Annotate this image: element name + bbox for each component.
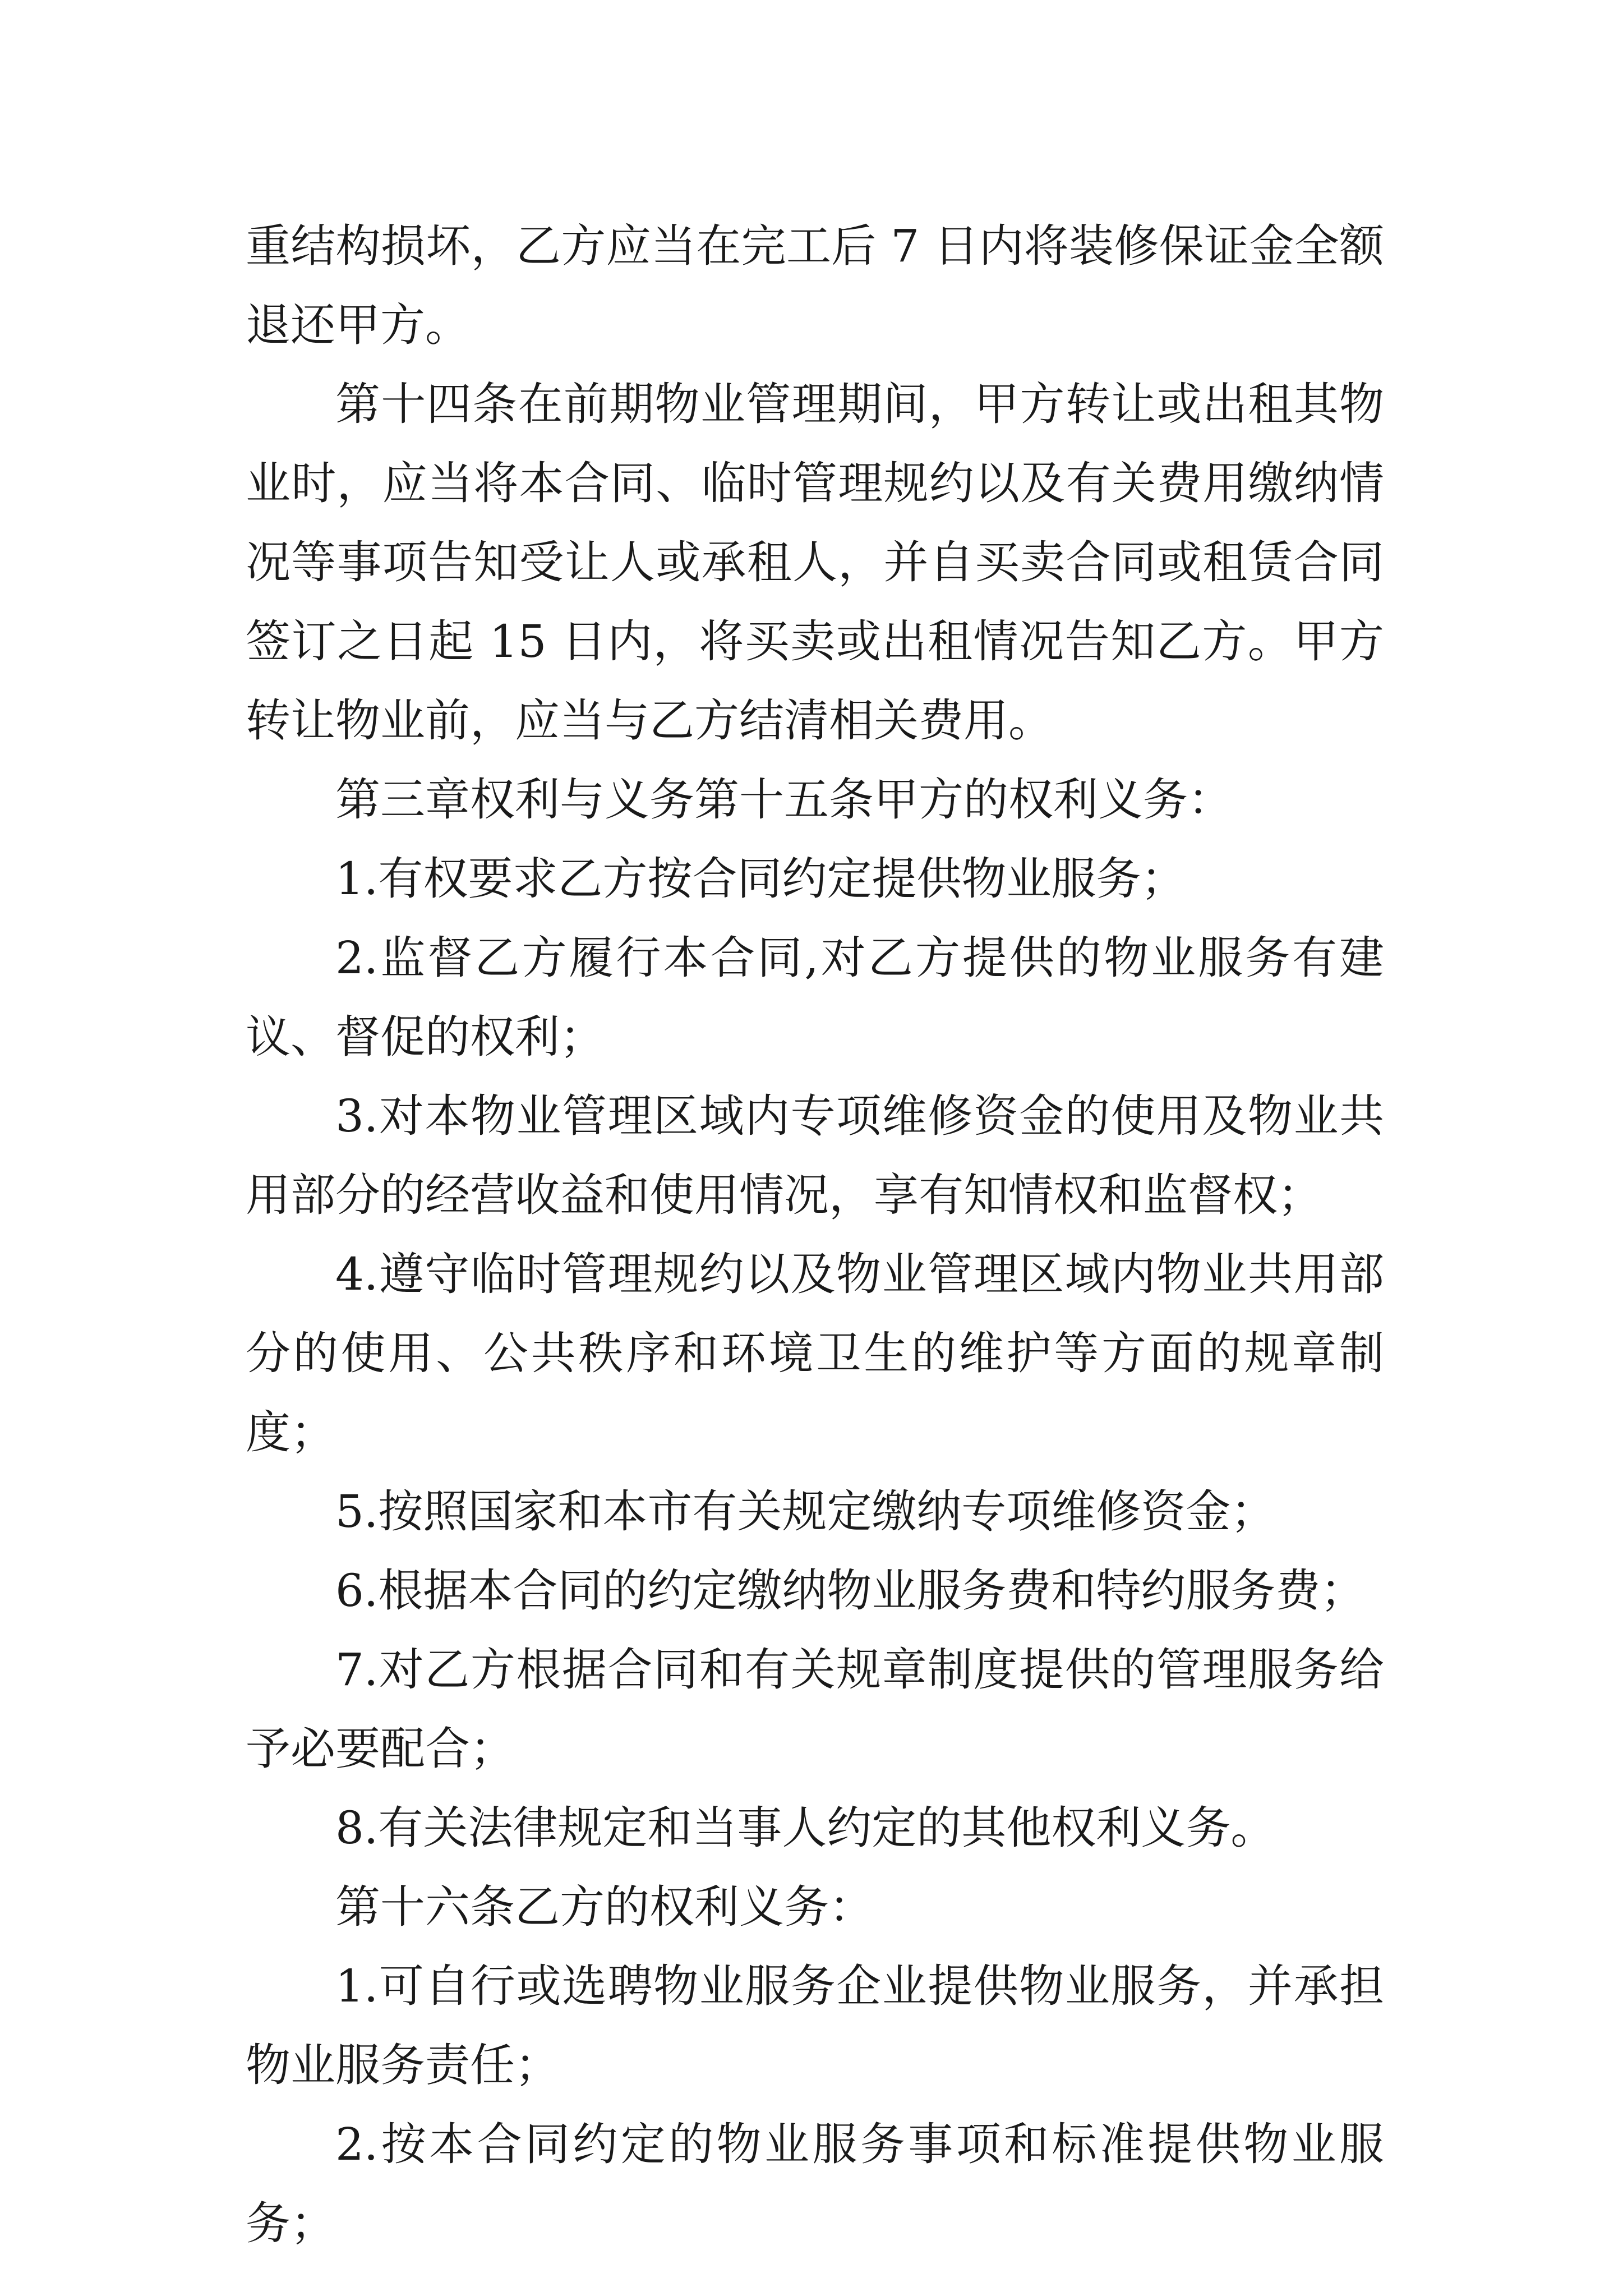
list-item-party-a-1: 1.有权要求乙方按合同约定提供物业服务； bbox=[335, 853, 1186, 905]
paragraph-continuation: 重结构损坏，乙方应当在完工后 7 日内将装修保证金全额退还甲方。 bbox=[246, 220, 1384, 351]
paragraph-article-16: 第十六条乙方的权利义务： bbox=[335, 1881, 874, 1933]
list-item-party-b-2: 2.按本合同约定的物业服务事项和标准提供物业服务； bbox=[246, 2118, 1384, 2249]
list-item-party-a-2: 2.监督乙方履行本合同,对乙方提供的物业服务有建议、督促的权利； bbox=[246, 932, 1384, 1063]
list-item-party-a-3: 3.对本物业管理区域内专项维修资金的使用及物业共用部分的经营收益和使用情况，享有知情权和监督权； bbox=[246, 1090, 1384, 1221]
list-item-party-b-1: 1.可自行或选聘物业服务企业提供物业服务，并承担物业服务责任； bbox=[246, 1960, 1384, 2091]
paragraph-chapter-3-article-15: 第三章权利与义务第十五条甲方的权利义务： bbox=[335, 774, 1233, 826]
list-item-party-a-6: 6.根据本合同的约定缴纳物业服务费和特约服务费； bbox=[335, 1565, 1366, 1617]
list-item-party-a-5: 5.按照国家和本市有关规定缴纳专项维修资金； bbox=[335, 1485, 1276, 1538]
paragraph-article-14: 第十四条在前期物业管理期间，甲方转让或出租其物业时，应当将本合同、临时管理规约以及有关费用缴纳情况等事项告知受让人或承租人，并自买卖合同或租赁合同签订之日起 15 日内，将买卖或出租情况告知乙方。甲方转让物业前，应当与乙方结清相关费用。 bbox=[246, 378, 1384, 747]
document-body bbox=[246, 206, 1384, 2263]
list-item-party-a-8: 8.有关法律规定和当事人约定的其他权利义务。 bbox=[335, 1802, 1276, 1854]
list-item-party-a-7: 7.对乙方根据合同和有关规章制度提供的管理服务给予必要配合； bbox=[246, 1644, 1384, 1775]
list-item-party-a-4: 4.遵守临时管理规约以及物业管理区域内物业共用部分的使用、公共秩序和环境卫生的维护等方面的规章制度； bbox=[246, 1248, 1384, 1458]
